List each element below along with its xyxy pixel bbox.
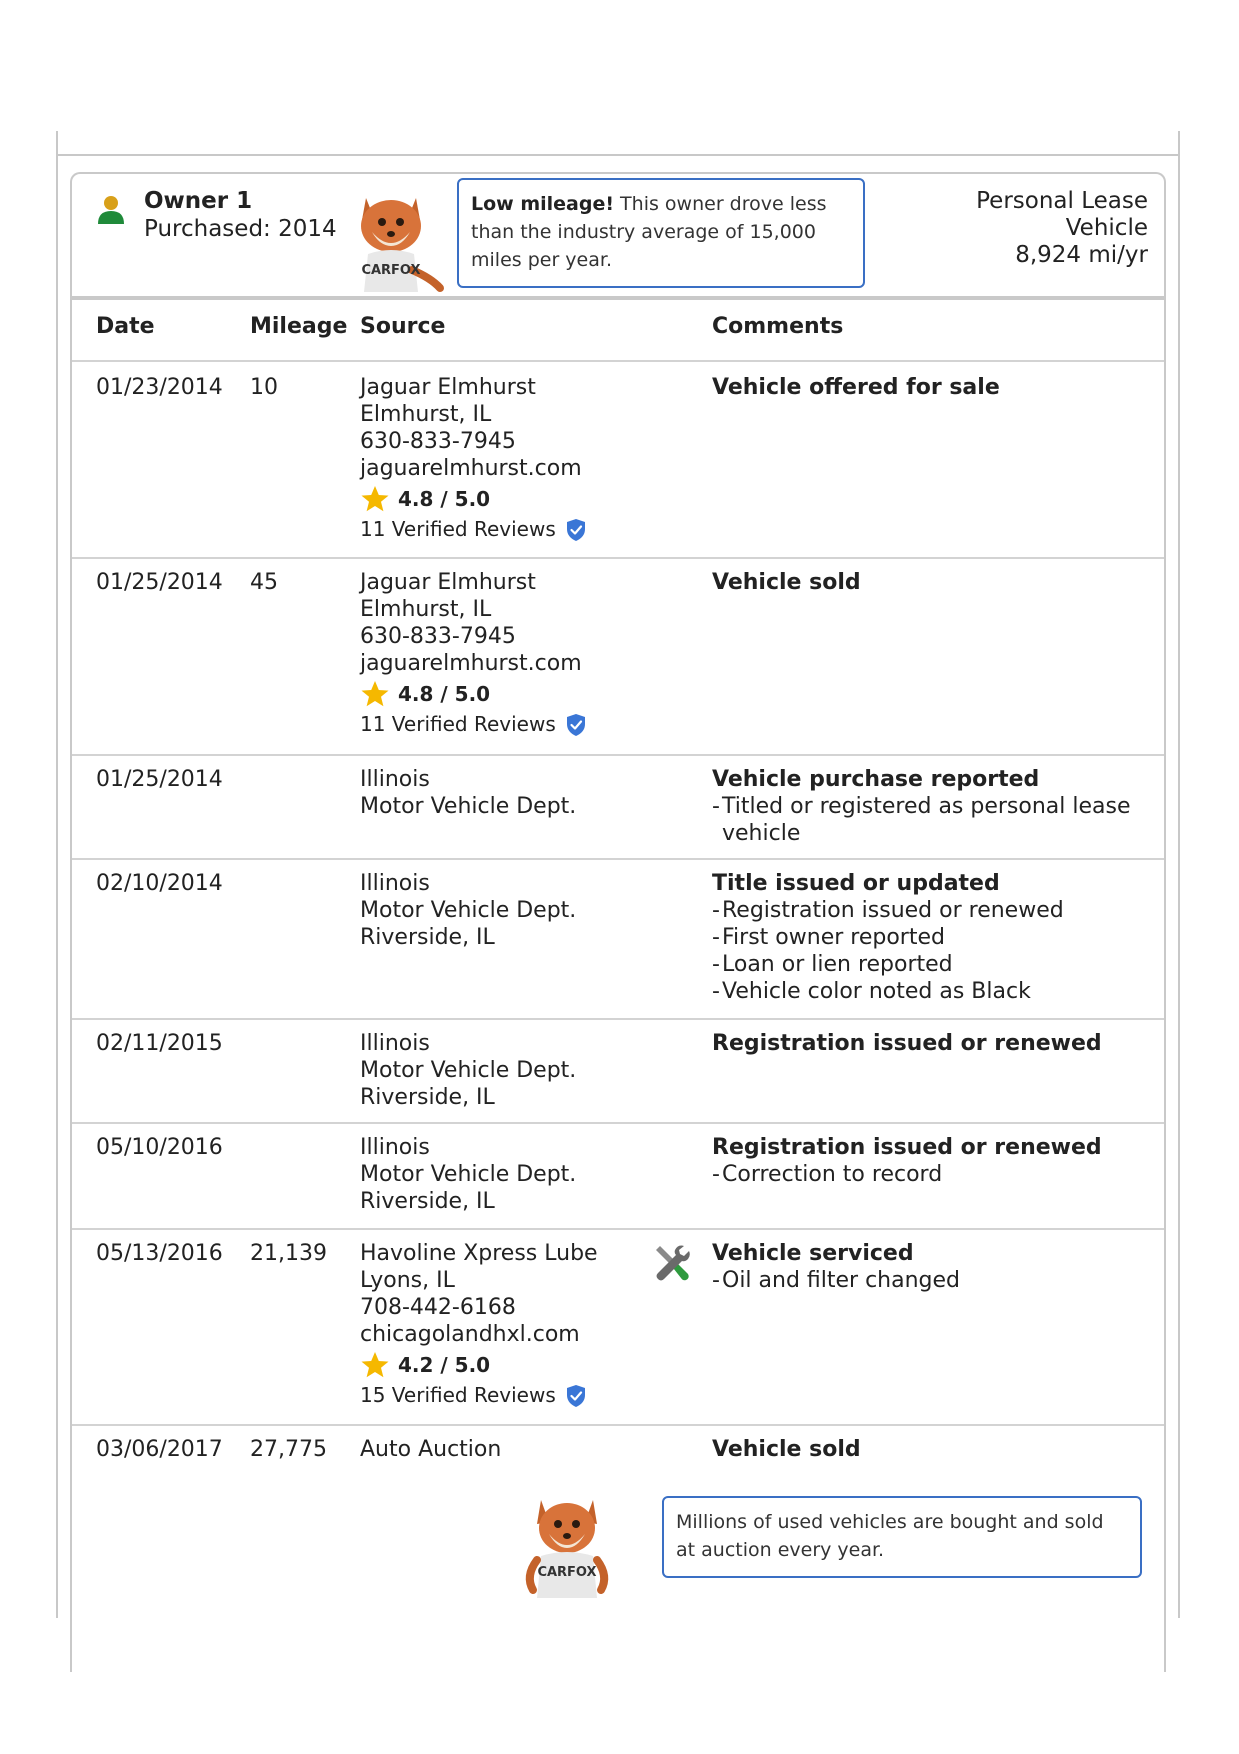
comment-item: - Loan or lien reported (712, 952, 953, 977)
comment-title: Registration issued or renewed (712, 1135, 1102, 1160)
svg-text:CARFOX: CARFOX (537, 1565, 597, 1580)
row-source (360, 1134, 576, 1215)
table-row (72, 754, 1164, 858)
source-line: 630-833-7945 (360, 624, 516, 649)
source-line: Motor Vehicle Dept. (360, 1162, 577, 1187)
rating-value: 4.8 / 5.0 (398, 486, 491, 511)
callout-text: This owner drove less than the industry average of 15,000 miles per year. (471, 193, 827, 271)
comment-title: Title issued or updated (712, 871, 1000, 896)
star-icon (360, 679, 390, 709)
source-line: Motor Vehicle Dept. (360, 1058, 577, 1083)
dealer-rating (360, 679, 586, 709)
table-row (72, 1018, 1164, 1122)
page-frame-right (1178, 131, 1180, 1618)
source-line: Havoline Xpress Lube (360, 1241, 598, 1266)
row-source (360, 766, 576, 820)
comment-item: - Titled or registered as personal lease vehicle (712, 793, 1142, 847)
source-line: Illinois (360, 1135, 430, 1160)
auction-callout: Millions of used vehicles are bought and sold at auction every year. (662, 1496, 1142, 1578)
verified-shield-icon (566, 518, 586, 542)
source-line: Jaguar Elmhurst (360, 375, 536, 400)
source-line: Jaguar Elmhurst (360, 570, 536, 595)
source-line: chicagolandhxl.com (360, 1322, 580, 1347)
row-date: 05/10/2016 (96, 1135, 223, 1160)
comment-title: Vehicle offered for sale (712, 375, 1000, 400)
comment-item: - First owner reported (712, 925, 945, 950)
comment-title: Registration issued or renewed (712, 1031, 1102, 1056)
owner-type-line2: Vehicle (1065, 215, 1148, 241)
source-line: 708-442-6168 (360, 1295, 516, 1320)
comment-item: - Correction to record (712, 1162, 943, 1187)
source-line: Elmhurst, IL (360, 597, 492, 622)
header-source: Source (360, 314, 446, 339)
row-comments (712, 374, 1142, 401)
row-source (360, 569, 586, 738)
source-line: Riverside, IL (360, 1085, 495, 1110)
comment-item-text: Registration issued or renewed (722, 898, 1064, 923)
callout-bold: Low mileage! (471, 193, 615, 215)
source-line: jaguarelmhurst.com (360, 651, 582, 676)
row-mileage: 27,775 (250, 1437, 327, 1462)
carfox-mascot-icon (336, 184, 446, 296)
row-source (360, 1436, 501, 1463)
comment-item-text: Titled or registered as personal lease vehicle (722, 794, 1131, 846)
table-row (72, 1424, 1164, 1674)
verified-reviews[interactable] (360, 516, 586, 543)
row-comments (712, 870, 1142, 1005)
row-source (360, 1240, 598, 1409)
table-row (72, 1122, 1164, 1228)
source-line: Motor Vehicle Dept. (360, 794, 577, 819)
comment-item: - Vehicle color noted as Black (712, 979, 1031, 1004)
source-line: Riverside, IL (360, 925, 495, 950)
owner-mileage-rate: 8,924 mi/yr (1015, 242, 1148, 268)
table-row (72, 557, 1164, 754)
comment-item-text: Loan or lien reported (722, 952, 953, 977)
rating-value: 4.8 / 5.0 (398, 681, 491, 706)
row-comments (712, 1240, 1142, 1294)
row-source (360, 374, 586, 543)
source-line: Illinois (360, 871, 430, 896)
owner-title: Owner 1 (144, 188, 253, 214)
wrench-screwdriver-icon (650, 1242, 692, 1284)
comment-item-text: First owner reported (722, 925, 945, 950)
verified-reviews[interactable] (360, 1382, 598, 1409)
comment-item-text: Correction to record (722, 1162, 943, 1187)
table-row (72, 858, 1164, 1018)
source-line: Motor Vehicle Dept. (360, 898, 577, 923)
row-source (360, 1030, 576, 1111)
owner-history-card (70, 172, 1166, 1672)
svg-text:CARFOX: CARFOX (361, 263, 421, 278)
comment-title: Vehicle sold (712, 570, 861, 595)
reviews-count: 11 Verified Reviews (360, 712, 556, 736)
header-date: Date (96, 314, 155, 339)
comment-item: - Oil and filter changed (712, 1268, 961, 1293)
verified-shield-icon (566, 713, 586, 737)
comment-item: - Registration issued or renewed (712, 898, 1064, 923)
owner-type-line1: Personal Lease (976, 188, 1148, 214)
verified-shield-icon (566, 1384, 586, 1408)
comment-title: Vehicle serviced (712, 1241, 914, 1266)
verified-reviews[interactable] (360, 711, 586, 738)
source-line: Illinois (360, 1031, 430, 1056)
header-mileage: Mileage (250, 314, 348, 339)
row-date: 03/06/2017 (96, 1437, 223, 1462)
dealer-rating (360, 484, 586, 514)
row-date: 01/25/2014 (96, 570, 223, 595)
row-mileage: 45 (250, 570, 278, 595)
owner-type (976, 188, 1148, 269)
row-date: 02/10/2014 (96, 871, 223, 896)
source-line: 630-833-7945 (360, 429, 516, 454)
row-comments (712, 1134, 1142, 1188)
comment-item-text: Oil and filter changed (722, 1268, 961, 1293)
source-line: Auto Auction (360, 1437, 502, 1462)
row-mileage: 21,139 (250, 1241, 327, 1266)
low-mileage-callout (457, 178, 865, 288)
table-header (72, 300, 1164, 360)
header-comments: Comments (712, 314, 844, 339)
comment-title: Vehicle purchase reported (712, 767, 1040, 792)
star-icon (360, 484, 390, 514)
page-frame-left (56, 131, 58, 1618)
row-comments (712, 766, 1142, 847)
star-icon (360, 1350, 390, 1380)
source-line: Illinois (360, 767, 430, 792)
source-line: Lyons, IL (360, 1268, 455, 1293)
table-row (72, 1228, 1164, 1424)
row-date: 01/25/2014 (96, 767, 223, 792)
reviews-count: 15 Verified Reviews (360, 1383, 556, 1407)
row-mileage: 10 (250, 375, 278, 400)
source-line: jaguarelmhurst.com (360, 456, 582, 481)
reviews-count: 11 Verified Reviews (360, 517, 556, 541)
rating-value: 4.2 / 5.0 (398, 1352, 491, 1377)
row-comments (712, 569, 1142, 596)
row-date: 02/11/2015 (96, 1031, 223, 1056)
row-source (360, 870, 576, 951)
row-date: 05/13/2016 (96, 1241, 223, 1266)
row-comments (712, 1030, 1142, 1057)
row-comments (712, 1436, 1142, 1463)
table-row (72, 362, 1164, 557)
person-icon (96, 194, 126, 226)
carfox-mascot-icon (517, 1490, 617, 1602)
row-date: 01/23/2014 (96, 375, 223, 400)
owner-purchased: Purchased: 2014 (144, 216, 337, 242)
page-frame-top (56, 154, 1180, 156)
source-line: Riverside, IL (360, 1189, 495, 1214)
comment-title: Vehicle sold (712, 1437, 861, 1462)
comment-item-text: Vehicle color noted as Black (722, 979, 1031, 1004)
source-line: Elmhurst, IL (360, 402, 492, 427)
dealer-rating (360, 1350, 598, 1380)
owner-header (72, 174, 1164, 300)
